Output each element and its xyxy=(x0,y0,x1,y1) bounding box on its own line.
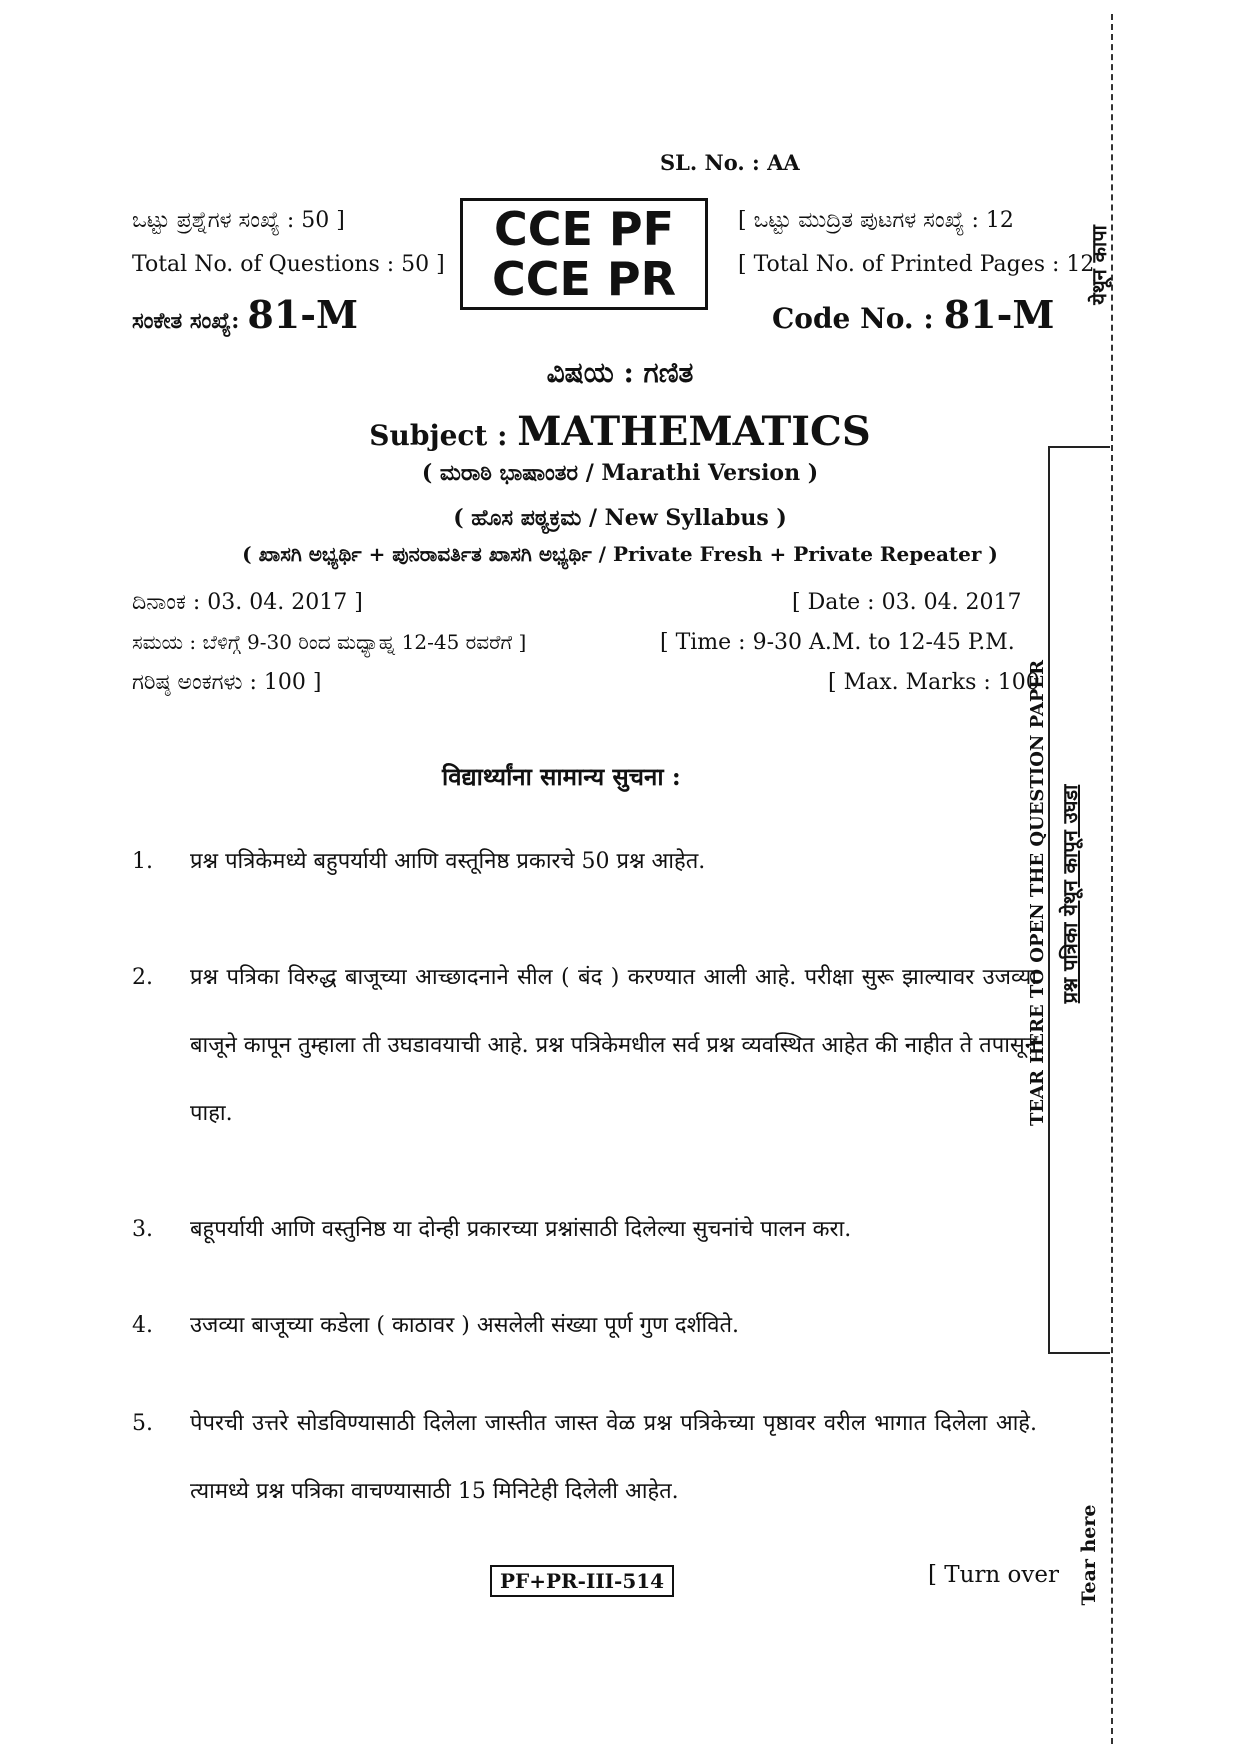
time-en: [ Time : 9-30 A.M. to 12-45 P.M. xyxy=(660,630,1015,655)
subject-label: Subject : xyxy=(369,419,508,452)
paper-code: PF+PR-III-514 xyxy=(490,1565,674,1597)
version-line: ( ಮರಾಠಿ ಭಾಷಾಂತರ / Marathi Version ) xyxy=(421,460,819,486)
code-en-row xyxy=(772,292,1054,337)
cce-line-1: CCE PF xyxy=(493,202,675,256)
total-questions-kn: ಒಟ್ಟು ಪ್ರಶ್ನೆಗಳ ಸಂಖ್ಯೆ : 50 ] xyxy=(132,208,345,233)
instruction-number: 4. xyxy=(132,1313,153,1338)
serial-number: SL. No. : AA xyxy=(660,150,800,175)
code-label-en: Code No. : xyxy=(772,302,934,335)
date-en: [ Date : 03. 04. 2017 xyxy=(792,590,1022,615)
time-kn: ಸಮಯ : ಬೆಳಿಗ್ಗೆ 9-30 ರಿಂದ ಮಧ್ಯಾಹ್ನ 12-45 ರವರೆಗೆ ] xyxy=(132,630,527,654)
candidates-line: ( ಖಾಸಗಿ ಅಭ್ಯರ್ಥಿ + ಪುನರಾವರ್ತಿತ ಖಾಸಗಿ ಅಭ್ಯರ್ಥಿ / Private Fresh + Private Repeater ) xyxy=(242,542,998,566)
instruction-text: बहूपर्यायी आणि वस्तुनिष्ठ या दोन्ही प्रकारच्या प्रश्नांसाठी दिलेल्या सुचनांचे पालन करा. xyxy=(190,1217,852,1242)
instruction-item xyxy=(132,944,1037,1148)
cce-line-2: CCE PR xyxy=(491,252,677,306)
turn-over: [ Turn over xyxy=(928,1562,1060,1588)
instruction-number: 5. xyxy=(132,1411,153,1436)
margin-cut-text: येथून कापा xyxy=(1087,225,1111,305)
instruction-item xyxy=(132,1196,1037,1264)
margin-tear-here: Tear here xyxy=(1078,1504,1100,1606)
code-label-kn: ಸಂಕೇತ ಸಂಖ್ಯೆ: xyxy=(132,308,240,334)
date-kn: ದಿನಾಂಕ : 03. 04. 2017 ] xyxy=(132,590,363,615)
instruction-number: 1. xyxy=(132,849,153,874)
subject-kn: ವಿಷಯ : ಗಣಿತ xyxy=(546,356,694,389)
instruction-text: उजव्या बाजूच्या कडेला ( काठावर ) असलेली संख्या पूर्ण गुण दर्शविते. xyxy=(190,1313,740,1338)
instruction-text: पेपरची उत्तरे सोडविण्यासाठी दिलेला जास्तीत जास्त वेळ प्रश्न पत्रिकेच्या पृष्ठावर वरील भागात दिलेला आहे. त्यामध्ये प्रश्न पत्रिका वाचण्यासाठी 15 मिनिटेही दिलेली आहेत. xyxy=(190,1411,1037,1504)
instruction-number: 2. xyxy=(132,965,153,990)
code-value-en: 81-M xyxy=(943,292,1055,337)
cce-box xyxy=(460,198,708,310)
margin-tear-en: TEAR HERE TO OPEN THE QUESTION PAPER xyxy=(1027,659,1048,1127)
instruction-item xyxy=(132,828,1037,896)
instruction-text: प्रश्न पत्रिकेमध्ये बहुपर्यायी आणि वस्तूनिष्ठ प्रकारचे 50 प्रश्न आहेत. xyxy=(190,849,706,874)
syllabus-line: ( ಹೊಸ ಪಠ್ಯಕ್ರಮ / New Syllabus ) xyxy=(453,505,787,531)
code-value-kn: 81-M xyxy=(247,292,359,337)
subject-name: MATHEMATICS xyxy=(517,408,871,455)
total-questions-en: Total No. of Questions : 50 ] xyxy=(132,252,445,277)
margin-tear-mr: प्रश्न पत्रिका येथून कापून उघडा xyxy=(1058,784,1082,1004)
printed-pages-en: [ Total No. of Printed Pages : 12 xyxy=(738,252,1095,277)
instruction-text: प्रश्न पत्रिका विरुद्ध बाजूच्या आच्छादनाने सील ( बंद ) करण्यात आली आहे. परीक्षा सुरू झाल्यावर उजव्या बाजूने कापून तुम्हाला ती उघडावयाची आहे. प्रश्न पत्रिकेमधील सर्व प्रश्न व्यवस्थित आहेत की नाहीत ते तपासून पाहा. xyxy=(190,965,1037,1126)
marks-kn: ಗರಿಷ್ಠ ಅಂಕಗಳು : 100 ] xyxy=(132,670,322,695)
marks-en: [ Max. Marks : 100 xyxy=(828,670,1040,695)
code-kn-row xyxy=(132,292,358,337)
instruction-number: 3. xyxy=(132,1217,153,1242)
instructions-title: विद्यार्थ्यांना सामान्य सुचना : xyxy=(442,762,681,791)
instruction-item xyxy=(132,1390,1037,1526)
instruction-item xyxy=(132,1292,1037,1360)
printed-pages-kn: [ ಒಟ್ಟು ಮುದ್ರಿತ ಪುಟಗಳ ಸಂಖ್ಯೆ : 12 xyxy=(738,208,1014,233)
